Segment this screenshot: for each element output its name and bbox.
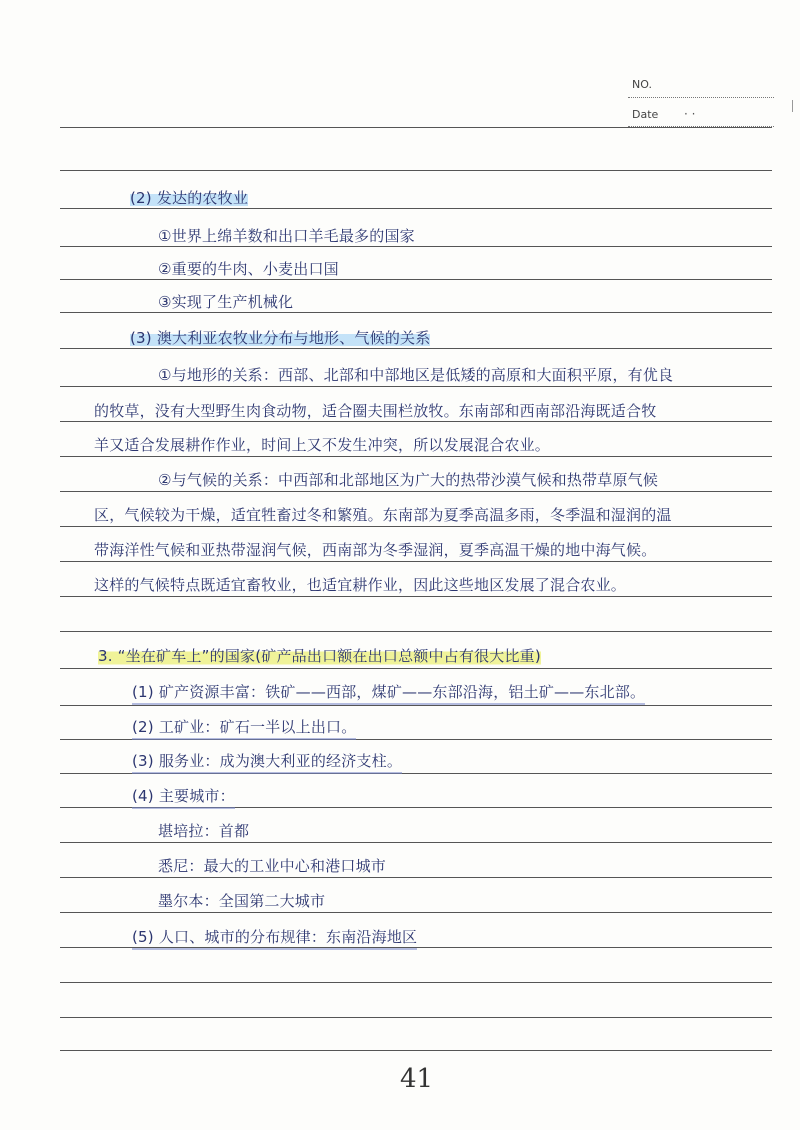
note-line: (2) 工矿业：矿石一半以上出口。	[132, 717, 356, 740]
date-label: Date	[632, 108, 659, 121]
note-line: ①世界上绵羊数和出口羊毛最多的国家	[158, 227, 415, 245]
ruled-line	[60, 912, 772, 913]
ruled-line	[60, 982, 772, 983]
note-line: ②重要的牛肉、小麦出口国	[158, 260, 339, 278]
ruled-line	[60, 526, 772, 527]
ruled-line	[60, 246, 772, 247]
ruled-line	[60, 631, 772, 632]
ruled-line	[60, 421, 772, 422]
note-line: (3) 服务业：成为澳大利亚的经济支柱。	[132, 751, 402, 774]
note-line: (5) 人口、城市的分布规律：东南沿海地区	[132, 927, 417, 950]
edge-mark	[792, 100, 798, 112]
note-line: (1) 矿产资源丰富：铁矿——西部，煤矿——东部沿海，铝土矿——东北部。	[132, 682, 645, 705]
ruled-line	[60, 127, 772, 128]
ruled-line	[60, 842, 772, 843]
note-line: (4) 主要城市：	[132, 786, 235, 809]
note-line: 区，气候较为干燥，适宜牲畜过冬和繁殖。东南部为夏季高温多雨，冬季温和湿润的温	[94, 506, 672, 524]
ruled-line	[60, 170, 772, 171]
note-line: ①与地形的关系：西部、北部和中部地区是低矮的高原和大面积平原，有优良	[158, 366, 674, 384]
note-line: 羊又适合发展耕作作业，时间上又不发生冲突，所以发展混合农业。	[94, 436, 551, 454]
city-sydney: 悉尼：最大的工业中心和港口城市	[158, 857, 387, 875]
ruled-line	[60, 1017, 772, 1018]
subheading-agriculture: (2) 发达的农牧业	[130, 189, 249, 207]
date-dots: · ·	[684, 107, 696, 121]
note-line: ②与气候的关系：中西部和北部地区为广大的热带沙漠气候和热带草原气候	[158, 471, 659, 489]
ruled-line	[60, 1050, 772, 1051]
ruled-line	[60, 561, 772, 562]
note-line: 带海洋性气候和亚热带湿润气候，西南部为冬季湿润，夏季高温干燥的地中海气候。	[94, 541, 657, 559]
ruled-line	[60, 668, 772, 669]
note-line: ③实现了生产机械化	[158, 293, 294, 311]
ruled-line	[60, 386, 772, 387]
note-line: 的牧草，没有大型野生肉食动物，适合圈夫围栏放牧。东南部和西南部沿海既适合牧	[94, 402, 657, 420]
subheading-distribution: (3) 澳大利亚农牧业分布与地形、气候的关系	[130, 329, 431, 347]
city-melbourne: 墨尔本：全国第二大城市	[158, 892, 326, 910]
section-heading-mining: 3. “坐在矿车上”的国家(矿产品出口额在出口总额中占有很大比重)	[98, 647, 541, 665]
page-number: 41	[400, 1064, 434, 1094]
ruled-line	[60, 705, 772, 706]
ruled-line	[60, 279, 772, 280]
ruled-line	[60, 348, 772, 349]
ruled-line	[60, 491, 772, 492]
ruled-line	[60, 877, 772, 878]
ruled-line	[60, 208, 772, 209]
ruled-line	[60, 312, 772, 313]
city-canberra: 堪培拉：首都	[158, 822, 250, 840]
note-line: 这样的气候特点既适宜畜牧业，也适宜耕作业，因此这些地区发展了混合农业。	[94, 576, 627, 594]
no-label: NO.	[632, 78, 652, 91]
no-field-line	[628, 97, 774, 98]
ruled-line	[60, 596, 772, 597]
ruled-line	[60, 456, 772, 457]
